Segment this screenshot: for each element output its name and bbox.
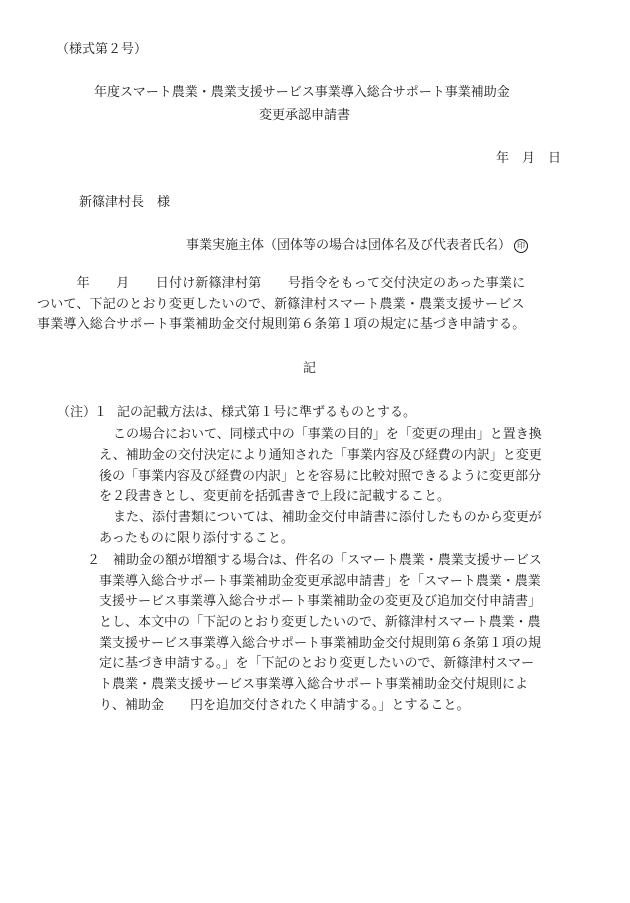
- applicant-line: [186, 239, 528, 253]
- body-paragraph: [37, 274, 593, 336]
- body-line: 事業導入総合サポート事業補助金交付規則第６条第１項の規定に基づき申請する。: [37, 317, 526, 332]
- note-1-line: を２段書きとし、変更前を括弧書きで上段に記載すること。: [99, 489, 451, 504]
- note-2-number: ２: [87, 553, 101, 568]
- seal-mark: 印: [514, 239, 528, 253]
- date-field: 年 月 日: [496, 151, 562, 166]
- note-1-line: 記の記載方法は、様式第１号に準ずるものとする。: [117, 405, 417, 420]
- note-2-line: 業支援サービス事業導入総合サポート事業補助金交付規則第６条第１項の規: [99, 636, 542, 651]
- note-1-line: あったものに限り添付すること。: [99, 531, 294, 546]
- note-2-line: とし、本文中の「下記のとおり変更したいので、新篠津村スマート農業・農: [99, 615, 541, 630]
- note-1-line: この場合において、同様式中の「事業の目的」を「変更の理由」と置き換: [113, 427, 542, 442]
- ki-heading: 記: [303, 361, 317, 376]
- addressee: 新篠津村長 様: [79, 195, 171, 210]
- body-line: ついて、下記のとおり変更したいので、新篠津村スマート農業・農業支援サービス: [37, 296, 525, 312]
- note-1-line: また、添付書類については、補助金交付申請書に添付したものから変更が: [113, 510, 542, 525]
- document-subtitle: 変更承認申請書: [259, 108, 351, 123]
- note-2-line: ト農業・農業支援サービス事業導入総合サポート事業補助金交付規則によ: [99, 677, 529, 692]
- form-number: （様式第２号）: [56, 42, 148, 57]
- note-1-number: １: [94, 405, 108, 420]
- body-line: 年 月 日付け新篠津村第 号指令をもって交付決定のあった事業に: [37, 276, 526, 291]
- note-2-line: 事業導入総合サポート事業補助金変更承認申請書」を「スマート農業・農業: [99, 574, 541, 589]
- applicant-label: 事業実施主体（団体等の場合は団体名及び代表者氏名）: [186, 238, 512, 253]
- note-1-line: え、補助金の交付決定により通知された「事業内容及び経費の内訳」と変更: [99, 448, 542, 463]
- note-2-line: り、補助金 円を追加交付されたく申請する。」とすること。: [99, 698, 470, 713]
- note-2-line: 補助金の額が増額する場合は、件名の「スマート農業・農業支援サービス: [113, 553, 542, 568]
- note-2-line: 定に基づき申請する。」を「下記のとおり変更したいので、新篠津村スマー: [99, 656, 534, 671]
- notes-label: （注）: [57, 405, 97, 420]
- note-2-line: 支援サービス事業導入総合サポート事業補助金の変更及び追加交付申請書」: [99, 594, 542, 609]
- note-1-line: 後の「事業内容及び経費の内訳」とを容易に比較対照できるように変更部分: [99, 469, 542, 484]
- document-title: 年度スマート農業・農業支援サービス事業導入総合サポート事業補助金: [94, 85, 510, 100]
